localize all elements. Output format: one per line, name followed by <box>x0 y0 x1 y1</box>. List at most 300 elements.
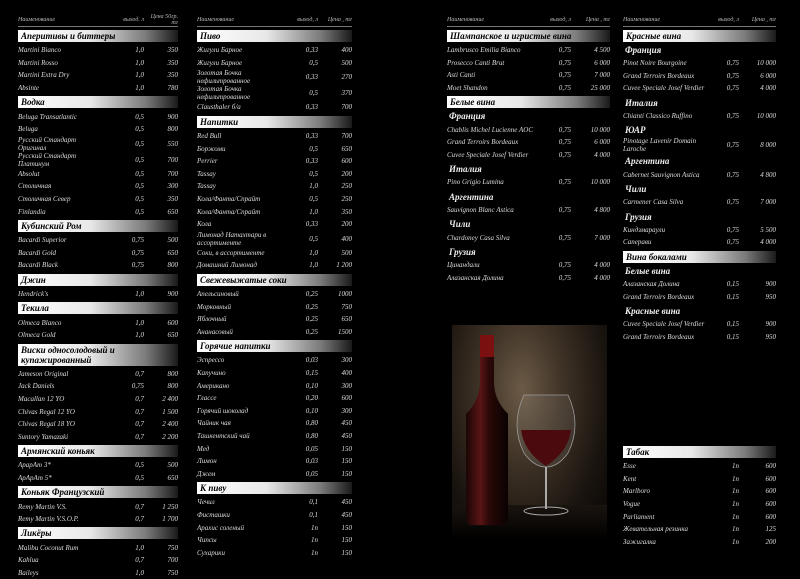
item-price: 2 400 <box>162 420 178 429</box>
item-name: Саперави <box>623 238 652 247</box>
item-volume: 0,03 <box>305 457 318 466</box>
menu-item-row <box>18 123 178 136</box>
item-volume: 1,0 <box>309 261 318 270</box>
item-name: Сухарики <box>197 548 225 557</box>
item-price: 370 <box>341 89 352 98</box>
item-volume: 0,80 <box>305 431 318 440</box>
item-name: Домашний Лимонад <box>197 261 257 270</box>
item-price: 650 <box>167 248 178 257</box>
menu-item-row <box>623 224 776 237</box>
item-name: Кола/Фанта/Спрайт <box>197 195 261 204</box>
item-price: 700 <box>167 155 178 164</box>
item-name: Bacardi Gold <box>18 248 57 257</box>
item-name: Киндзмараули <box>623 225 666 234</box>
menu-item-row <box>18 168 178 181</box>
item-price: 10 000 <box>590 178 610 187</box>
item-volume: 0,33 <box>305 103 318 112</box>
item-volume: 0,80 <box>305 419 318 428</box>
item-volume: 0,20 <box>305 394 318 403</box>
item-volume: 0,15 <box>726 280 739 289</box>
item-volume: 0,75 <box>131 261 144 270</box>
menu-item-row <box>18 205 178 218</box>
item-volume: 0,75 <box>726 71 739 80</box>
item-name: Tassay <box>197 182 216 191</box>
item-price: 950 <box>765 332 776 341</box>
item-volume: 0,05 <box>305 444 318 453</box>
item-name: Red Bull <box>197 132 222 141</box>
item-price: 6 000 <box>594 58 610 67</box>
menu-item-row <box>197 300 352 313</box>
item-name: Parliament <box>623 512 655 521</box>
menu-item-row <box>197 288 352 301</box>
item-name: Prosecco Canti Brut <box>447 58 505 67</box>
menu-item-row <box>623 318 776 331</box>
item-price: 600 <box>765 487 776 496</box>
menu-item-row <box>623 278 776 291</box>
menu-item-row <box>623 290 776 303</box>
item-name: Grand Terroirs Bordeaux <box>623 332 695 341</box>
item-volume: 0,75 <box>558 58 571 67</box>
menu-item-row <box>197 57 352 70</box>
item-volume: 0,15 <box>726 292 739 301</box>
item-name: Grand Terroirs Bordeaux <box>623 71 695 80</box>
item-price: 270 <box>341 73 352 82</box>
item-price: 6 000 <box>760 71 776 80</box>
item-name: Beluga <box>18 125 38 134</box>
item-name: Remy Martin V.S. <box>18 502 67 511</box>
item-name: Absinte <box>18 84 39 93</box>
menu-item-row <box>447 123 610 136</box>
section-title: Табак <box>623 446 776 458</box>
item-name: Столичная Север <box>18 195 71 204</box>
item-name: Pino Grigio Lumina <box>447 178 504 187</box>
item-name: Золотая Бочка нефильтрованное <box>197 69 251 86</box>
item-volume: 0,75 <box>558 261 571 270</box>
item-volume: 1п <box>732 500 739 509</box>
menu-item-row <box>197 404 352 417</box>
item-price: 350 <box>167 195 178 204</box>
item-volume: 0,5 <box>135 112 144 121</box>
item-price: 650 <box>341 144 352 153</box>
item-volume: 0,75 <box>558 84 571 93</box>
item-volume: 0,25 <box>305 327 318 336</box>
item-price: 250 <box>341 195 352 204</box>
item-name: Jack Daniels <box>18 382 55 391</box>
item-name: Фисташки <box>197 510 230 519</box>
item-volume: 1п <box>311 548 318 557</box>
menu-item-row <box>18 541 178 554</box>
item-price: 900 <box>765 280 776 289</box>
item-name: Джем <box>197 469 216 478</box>
item-name: Цинандали <box>447 261 480 270</box>
item-price: 450 <box>341 419 352 428</box>
subsection-title: Италия <box>625 97 658 108</box>
header-price: Цена , тг <box>327 17 352 23</box>
item-name: Cuvee Speciale Josef Verdier <box>623 320 705 329</box>
menu-item-row <box>447 259 610 272</box>
item-volume: 0,33 <box>305 132 318 141</box>
menu-item-row <box>197 101 352 114</box>
menu-item-row <box>197 313 352 326</box>
menu-item-row <box>197 218 352 231</box>
item-volume: 0,75 <box>131 248 144 257</box>
subsection-title: Белые вина <box>625 265 671 276</box>
menu-item-row <box>197 534 352 547</box>
item-volume: 0,75 <box>558 178 571 187</box>
menu-item-row <box>18 44 178 57</box>
item-name: АрАрАт 5* <box>18 473 52 482</box>
item-price: 350 <box>167 58 178 67</box>
item-price: 10 000 <box>590 125 610 134</box>
menu-item-row <box>18 316 178 329</box>
item-volume: 1,0 <box>135 290 144 299</box>
item-volume: 1,0 <box>309 207 318 216</box>
section-title: Водка <box>18 96 178 108</box>
item-price: 650 <box>167 207 178 216</box>
menu-item-row <box>18 234 178 247</box>
item-price: 150 <box>341 469 352 478</box>
item-name: Жигули Барное <box>197 46 243 55</box>
item-price: 650 <box>167 473 178 482</box>
section-title: Коньяк Французский <box>18 486 178 498</box>
item-price: 300 <box>167 182 178 191</box>
menu-item-row <box>197 193 352 206</box>
item-volume: 1п <box>732 537 739 546</box>
item-volume: 0,75 <box>558 71 571 80</box>
item-price: 400 <box>341 46 352 55</box>
menu-item-row <box>197 155 352 168</box>
menu-column-red-wines <box>623 14 776 343</box>
item-name: Эспрессо <box>197 356 225 365</box>
wine-photo-icon <box>452 325 607 540</box>
item-volume: 0,5 <box>135 182 144 191</box>
item-price: 125 <box>765 525 776 534</box>
item-price: 1500 <box>338 327 352 336</box>
item-price: 600 <box>167 318 178 327</box>
item-name: Соки, в ассортименте <box>197 248 265 257</box>
menu-item-row <box>197 546 352 559</box>
item-price: 150 <box>341 457 352 466</box>
item-name: Pinot Noire Bourgoine <box>623 59 687 68</box>
item-price: 700 <box>167 169 178 178</box>
menu-item-row <box>623 473 776 486</box>
item-name: Cabernet Sauvignon Astica <box>623 170 700 179</box>
item-volume: 0,7 <box>135 515 144 524</box>
menu-item-row <box>197 392 352 405</box>
item-price: 1 250 <box>162 502 178 511</box>
subsection-title: Чили <box>449 219 471 230</box>
item-price: 600 <box>765 500 776 509</box>
section-title: Вина бокалами <box>623 251 776 263</box>
menu-item-row <box>18 110 178 123</box>
item-price: 650 <box>167 331 178 340</box>
item-name: Чипсы <box>197 536 217 545</box>
item-name: Cuvee Speciale Josef Verdier <box>623 84 705 93</box>
item-volume: 0,75 <box>726 225 739 234</box>
menu-column-tobacco <box>623 444 776 548</box>
menu-item-row <box>447 176 610 189</box>
item-volume: 0,25 <box>305 315 318 324</box>
section-title: Кубинский Ром <box>18 220 178 232</box>
item-name: Kent <box>623 474 637 483</box>
menu-item-row <box>623 523 776 536</box>
item-name: Tassay <box>197 169 216 178</box>
item-price: 150 <box>341 536 352 545</box>
item-volume: 0,75 <box>726 84 739 93</box>
subsection-title: Аргентина <box>625 156 670 167</box>
item-price: 650 <box>341 315 352 324</box>
section-title: Армянский коньяк <box>18 445 178 457</box>
menu-item-row <box>623 196 776 209</box>
section-title: Ликёры <box>18 527 178 539</box>
item-price: 800 <box>167 261 178 270</box>
item-price: 600 <box>341 157 352 166</box>
item-volume: 0,75 <box>558 233 571 242</box>
menu-item-row <box>18 247 178 260</box>
item-price: 200 <box>341 169 352 178</box>
header-price: Цена 50гр. тг <box>150 14 178 26</box>
section-title: Джин <box>18 274 178 286</box>
item-volume: 1п <box>732 487 739 496</box>
item-name: Perrier <box>197 157 218 166</box>
item-price: 1000 <box>338 290 352 299</box>
item-name: Grand Terroirs Bordeaux <box>623 292 695 301</box>
item-price: 6 000 <box>594 138 610 147</box>
item-price: 500 <box>167 236 178 245</box>
item-name: Marlboro <box>623 487 650 496</box>
menu-column-drinks <box>197 14 352 559</box>
item-volume: 1,0 <box>135 71 144 80</box>
item-name: Русский Стандарт Платинум <box>18 151 77 168</box>
section-title: К пиву <box>197 482 352 494</box>
menu-item-row <box>623 110 776 123</box>
subsection-title: Грузия <box>449 246 476 257</box>
item-name: Chianti Classico Ruffino <box>623 112 693 121</box>
item-volume: 1п <box>732 462 739 471</box>
item-volume: 0,75 <box>558 125 571 134</box>
item-name: Chardoney Casa Silva <box>447 233 510 242</box>
header-volume: выход. л <box>123 17 144 23</box>
item-name: Кола <box>197 220 212 229</box>
item-volume: 0,7 <box>135 432 144 441</box>
menu-item-row <box>197 259 352 272</box>
item-price: 950 <box>765 292 776 301</box>
menu-item-row <box>623 236 776 249</box>
item-price: 900 <box>765 320 776 329</box>
menu-item-row <box>18 459 178 472</box>
item-name: Арахис соленый <box>197 523 245 532</box>
section-title: Шампанское и игристые вина <box>447 30 610 42</box>
menu-item-row <box>197 354 352 367</box>
item-name: Pinotage Lavenir Domain Laroche <box>623 137 697 154</box>
item-volume: 0,7 <box>135 407 144 416</box>
item-volume: 0,75 <box>726 112 739 121</box>
item-price: 450 <box>341 498 352 507</box>
item-name: Esse <box>623 462 636 471</box>
item-volume: 0,5 <box>309 169 318 178</box>
subsection-title: Аргентина <box>449 191 494 202</box>
item-name: Боржоми <box>197 144 226 153</box>
menu-item-row <box>18 430 178 443</box>
menu-item-row <box>18 472 178 485</box>
item-name: Carmener Casa Silva <box>623 198 684 207</box>
menu-item-row <box>623 168 776 181</box>
item-price: 4 500 <box>594 46 610 55</box>
item-volume: 0,5 <box>135 125 144 134</box>
item-name: Лимон <box>197 457 217 466</box>
item-name: АрарАт 3* <box>18 461 51 470</box>
item-price: 4 800 <box>760 170 776 179</box>
item-name: Finlandia <box>18 207 46 216</box>
menu-item-row <box>447 204 610 217</box>
section-title: Пиво <box>197 30 352 42</box>
item-name: Clausthaler б/а <box>197 103 241 112</box>
menu-item-row <box>197 44 352 57</box>
menu-item-row <box>197 367 352 380</box>
item-name: Olmeca Gold <box>18 331 56 340</box>
item-volume: 0,5 <box>135 195 144 204</box>
menu-item-row <box>197 142 352 155</box>
item-price: 750 <box>167 568 178 577</box>
item-price: 350 <box>341 207 352 216</box>
item-name: Глассе <box>197 394 217 403</box>
menu-item-row <box>18 513 178 526</box>
menu-column-spirits <box>18 14 178 579</box>
item-volume: 0,5 <box>309 58 318 67</box>
item-volume: 0,15 <box>726 320 739 329</box>
menu-item-row <box>18 567 178 579</box>
menu-item-row <box>623 498 776 511</box>
menu-item-row <box>197 247 352 260</box>
item-name: Bacardi Black <box>18 261 58 270</box>
item-name: Морковный <box>197 302 231 311</box>
menu-column-white-wines <box>447 14 610 284</box>
item-price: 200 <box>341 220 352 229</box>
menu-item-row <box>623 137 776 153</box>
item-price: 900 <box>167 290 178 299</box>
menu-item-row <box>197 417 352 430</box>
item-price: 1 500 <box>162 407 178 416</box>
item-price: 4 000 <box>594 261 610 270</box>
menu-item-row <box>623 485 776 498</box>
header-volume: выход, л <box>718 17 739 23</box>
item-price: 500 <box>167 461 178 470</box>
menu-item-row <box>197 467 352 480</box>
section-title: Текила <box>18 302 178 314</box>
menu-item-row <box>623 460 776 473</box>
item-volume: 0,75 <box>558 46 571 55</box>
item-name: Moet Shandon <box>447 84 488 93</box>
menu-item-row <box>447 44 610 57</box>
item-name: Апельсиновый <box>197 290 239 299</box>
item-price: 750 <box>167 543 178 552</box>
menu-item-row <box>623 331 776 344</box>
item-name: Kahlua <box>18 556 39 565</box>
menu-item-row <box>197 496 352 509</box>
item-price: 500 <box>341 58 352 67</box>
item-price: 400 <box>341 368 352 377</box>
item-volume: 0,5 <box>309 234 318 243</box>
menu-item-row <box>447 231 610 244</box>
menu-item-row <box>447 69 610 82</box>
menu-item-row <box>18 136 178 152</box>
item-name: Алазанская Долина <box>447 273 504 282</box>
item-name: Chablis Michel Lucienne AOC <box>447 125 533 134</box>
item-name: Vogue <box>623 500 641 509</box>
item-price: 800 <box>167 382 178 391</box>
menu-item-row <box>447 149 610 162</box>
item-price: 400 <box>341 234 352 243</box>
item-name: Martini Extra Dry <box>18 71 70 80</box>
column-header <box>197 14 352 27</box>
item-volume: 0,7 <box>135 502 144 511</box>
item-price: 700 <box>341 103 352 112</box>
item-volume: 1,0 <box>309 182 318 191</box>
item-volume: 0,05 <box>305 469 318 478</box>
item-volume: 1,0 <box>135 318 144 327</box>
item-volume: 0,33 <box>305 220 318 229</box>
item-name: Ананасовый <box>197 327 233 336</box>
item-name: Jameson Original <box>18 369 69 378</box>
item-volume: 0,7 <box>135 556 144 565</box>
menu-item-row <box>447 136 610 149</box>
item-name: Горячий шоколад <box>197 406 249 415</box>
item-name: Chivas Regal 18 YO <box>18 420 75 429</box>
item-volume: 0,5 <box>309 144 318 153</box>
item-name: Зажигалка <box>623 537 656 546</box>
item-name: Grand Terroirs Bordeaux <box>447 138 519 147</box>
menu-item-row <box>623 57 776 70</box>
item-price: 200 <box>765 537 776 546</box>
menu-item-row <box>18 152 178 168</box>
item-volume: 0,33 <box>305 73 318 82</box>
item-name: Американо <box>197 381 230 390</box>
section-title: Белые вина <box>447 96 610 108</box>
item-price: 300 <box>341 356 352 365</box>
item-volume: 0,75 <box>726 198 739 207</box>
item-volume: 1,0 <box>135 46 144 55</box>
subsection-title: ЮАР <box>625 125 646 136</box>
item-volume: 0,1 <box>309 510 318 519</box>
item-name: Русский Стандарт Оригинал <box>18 135 77 152</box>
menu-item-row <box>197 205 352 218</box>
item-volume: 0,5 <box>135 461 144 470</box>
menu-item-row <box>447 57 610 70</box>
section-title: Напитки <box>197 116 352 128</box>
menu-item-row <box>447 272 610 285</box>
item-price: 25 000 <box>590 84 610 93</box>
item-price: 2 400 <box>162 394 178 403</box>
menu-item-row <box>18 69 178 82</box>
menu-item-row <box>18 180 178 193</box>
item-price: 7 000 <box>594 233 610 242</box>
section-title: Красные вина <box>623 30 776 42</box>
header-name: Наименование <box>447 17 485 23</box>
item-name: Baileys <box>18 568 39 577</box>
item-volume: 0,5 <box>309 89 318 98</box>
item-name: Жевательная резинка <box>623 525 689 534</box>
item-price: 600 <box>765 512 776 521</box>
item-name: Капучино <box>197 368 226 377</box>
subsection-title: Красные вина <box>625 305 681 316</box>
menu-item-row <box>18 57 178 70</box>
item-volume: 0,75 <box>726 141 739 150</box>
item-name: Martini Bianco <box>18 46 61 55</box>
item-price: 550 <box>167 139 178 148</box>
item-volume: 0,5 <box>135 139 144 148</box>
item-price: 4 000 <box>760 238 776 247</box>
menu-item-row <box>197 85 352 101</box>
